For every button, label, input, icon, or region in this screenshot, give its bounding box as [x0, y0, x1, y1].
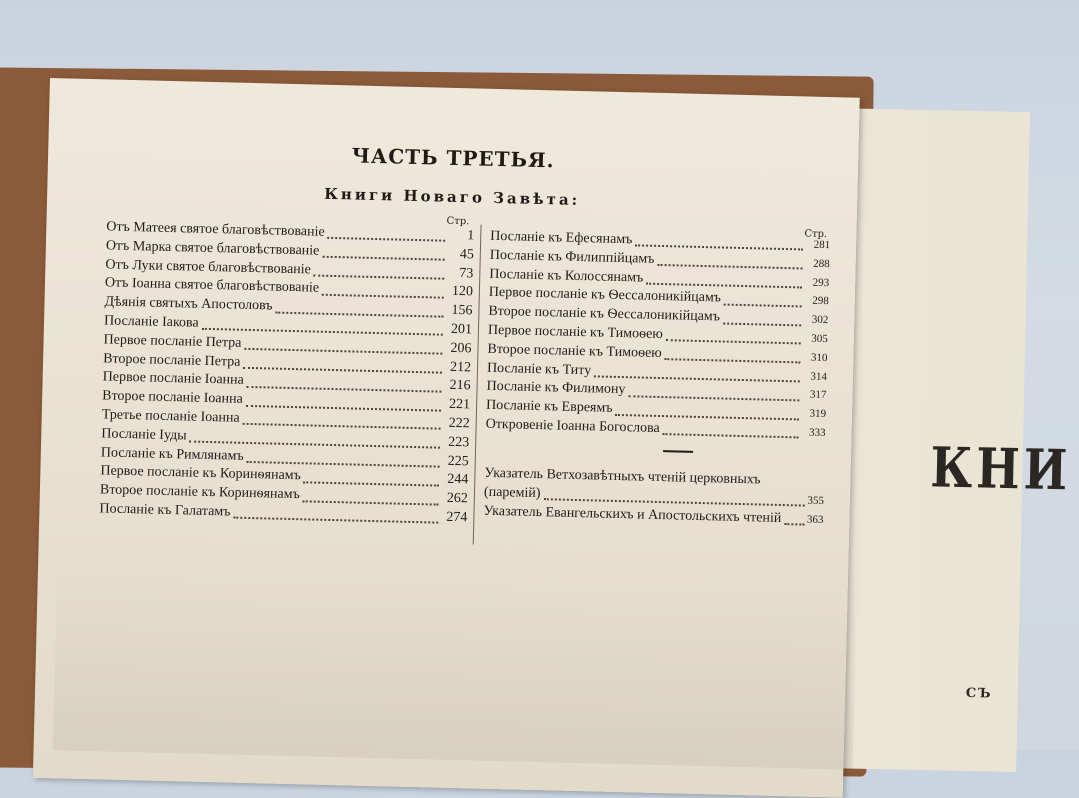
right-contents-column — [483, 229, 830, 531]
dot-leader — [646, 283, 802, 289]
entry-title: Посланіе къ Филимону — [486, 379, 626, 398]
entry-page: 1 — [467, 228, 475, 244]
entry-page: 73 — [459, 265, 474, 281]
entry-title: Дѣянія святыхъ Апостоловъ — [104, 294, 273, 314]
entry-title: Второе посланіе къ Коринѳянамъ — [99, 482, 300, 503]
dot-leader — [322, 256, 445, 261]
index-list — [483, 466, 824, 531]
section-rule — [663, 450, 693, 453]
entry-title: Второе посланіе къ Тимоѳею — [487, 341, 662, 361]
dot-leader — [663, 433, 799, 438]
right-page-label: Стр. — [804, 228, 828, 241]
part-title: ЧАСТЬ ТРЕТЬЯ. — [351, 143, 555, 173]
entry-page: 223 — [448, 434, 470, 451]
entry-title: Первое посланіе къ Тимоѳею — [487, 322, 663, 343]
dot-leader — [665, 358, 801, 363]
dot-leader — [327, 237, 445, 242]
dot-leader — [246, 404, 441, 411]
entry-page: 314 — [810, 370, 828, 383]
entry-page: 216 — [449, 378, 471, 394]
entry-title: Посланіе къ Евреямъ — [485, 397, 613, 417]
dot-leader — [242, 423, 440, 430]
entry-title: Посланіе къ Колоссянамъ — [489, 266, 644, 286]
column-divider — [473, 225, 482, 545]
dot-leader — [247, 461, 440, 468]
entry-title: Первое посланіе къ Ѳессалоникійцамъ — [488, 285, 722, 306]
entry-page: 293 — [812, 276, 830, 289]
entry-title: Отъ Марка святое благовѣствованіе — [105, 238, 320, 259]
entry-title: Посланіе къ Римлянамъ — [100, 444, 244, 464]
dot-leader — [723, 322, 801, 326]
entry-title: Отъ Матеея святое благовѣствованіе — [106, 219, 325, 240]
entry-title: Второе посланіе Петра — [102, 350, 241, 370]
dot-leader — [784, 523, 804, 525]
entry-page: 221 — [448, 397, 471, 413]
entry-title: Посланіе къ Галатамъ — [99, 501, 231, 520]
facing-page-subtext: СЪ — [965, 685, 993, 702]
entry-page: 206 — [450, 340, 472, 357]
entry-page: 333 — [808, 426, 826, 440]
entry-title: Третье посланіе Іоанна — [101, 407, 240, 426]
entry-page: 302 — [811, 313, 829, 327]
left-page-label: Стр. — [446, 215, 470, 228]
entry-title: Посланіе Іакова — [103, 313, 199, 331]
entry-title: Посланіе къ Титу — [486, 360, 592, 378]
dot-leader — [244, 348, 442, 355]
entry-page: 262 — [446, 490, 469, 507]
dot-leader — [322, 293, 444, 298]
entry-page: 288 — [813, 257, 830, 270]
dot-leader — [314, 274, 445, 279]
entry-title: Второе посланіе къ Ѳессалоникійцамъ — [488, 303, 721, 325]
index-title: Указатель Евангельскихъ и Апостольскихъ чтеній — [483, 503, 782, 526]
index-title: (паремій) — [483, 484, 541, 501]
entry-title: Первое посланіе Іоанна — [102, 369, 245, 389]
dot-leader — [657, 264, 802, 270]
dot-leader — [628, 395, 799, 401]
index-page: 363 — [806, 513, 824, 526]
dot-leader — [233, 517, 438, 524]
dot-leader — [594, 375, 800, 382]
page-shadow — [53, 550, 858, 769]
right-entries — [485, 229, 830, 444]
dot-leader — [275, 311, 443, 317]
entry-title: Первое посланіе къ Коринѳянамъ — [100, 463, 302, 484]
entry-title: Посланіе къ Ефесянамъ — [490, 228, 633, 248]
index-page: 355 — [807, 494, 825, 507]
dot-leader — [615, 413, 799, 419]
entry-page: 319 — [809, 407, 827, 421]
entry-page: 156 — [451, 303, 473, 319]
section-title: Книги Новаго Завѣта: — [323, 184, 581, 209]
entry-page: 274 — [446, 509, 468, 526]
entry-page: 298 — [812, 295, 829, 308]
entry-title: Откровеніе Іоанна Богослова — [485, 416, 660, 436]
facing-page-title: КНИ — [929, 434, 1072, 503]
entry-page: 225 — [447, 453, 469, 469]
index-title: Указатель Ветхозавѣтныхъ чтеній церковныхъ — [484, 465, 761, 488]
entry-title: Первое посланіе Петра — [103, 332, 242, 351]
dot-leader — [724, 303, 802, 307]
left-contents-column — [99, 219, 474, 529]
entry-page: 244 — [447, 472, 469, 488]
entry-title: Второе посланіе Іоанна — [102, 388, 243, 407]
dot-leader — [666, 339, 801, 344]
entry-title: Посланіе Іуды — [101, 426, 187, 444]
entry-title: Отъ Іоанна святое благовѣствованіе — [104, 275, 320, 297]
entry-page: 305 — [811, 332, 829, 346]
entry-page: 212 — [449, 359, 472, 375]
dot-leader — [304, 481, 440, 486]
entry-title: Посланіе къ Филиппійцамъ — [489, 247, 655, 267]
entry-title: Отъ Луки святое благовѣствованіе — [105, 257, 312, 278]
entry-page: 281 — [813, 238, 831, 252]
dot-leader — [635, 245, 803, 251]
entry-page: 201 — [450, 321, 473, 338]
entry-page: 317 — [809, 389, 827, 402]
entry-page: 222 — [448, 415, 470, 432]
dot-leader — [247, 386, 442, 393]
entry-page: 310 — [810, 351, 828, 364]
entry-page: 120 — [451, 284, 474, 300]
dot-leader — [303, 500, 439, 505]
entry-page: 45 — [459, 246, 474, 263]
dot-leader — [243, 367, 442, 374]
